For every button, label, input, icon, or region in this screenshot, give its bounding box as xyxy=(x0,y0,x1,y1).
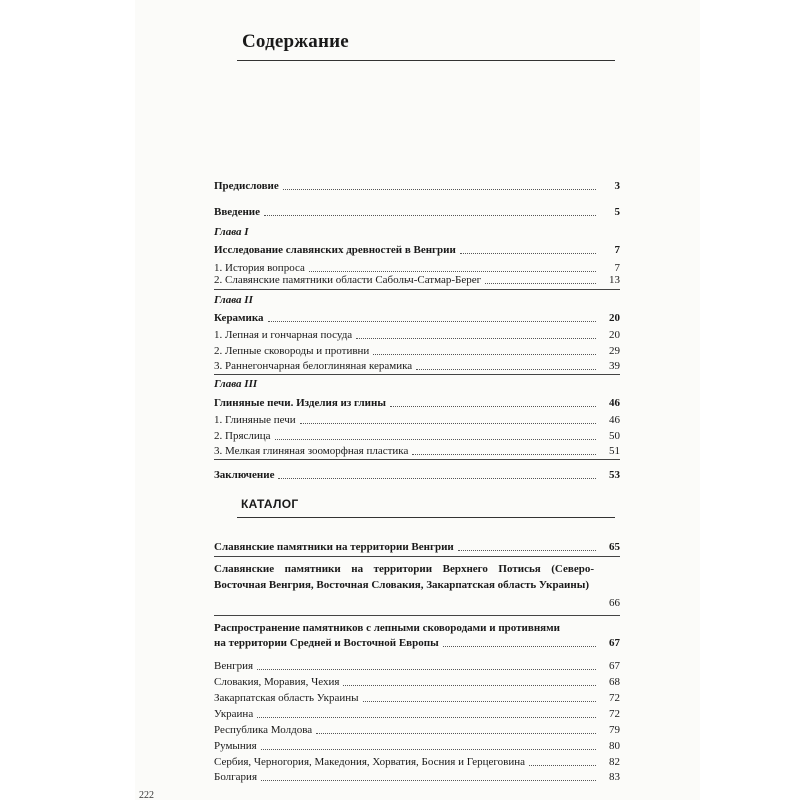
toc-entry[interactable]: Керамика 20 xyxy=(214,312,620,324)
region-entry[interactable]: Республика Молдова 79 xyxy=(214,724,620,736)
page-number: 222 xyxy=(139,790,154,801)
page-title: Содержание xyxy=(242,31,349,52)
toc-entry[interactable]: 2. Славянские памятники области Сабольч-Сатмар-Берег 13 xyxy=(214,274,620,286)
section-rule xyxy=(214,289,620,290)
title-rule xyxy=(237,60,615,61)
catalog-entry[interactable]: Славянские памятники на территории Венгрии 65 xyxy=(214,541,620,553)
catalog-entry-page: 66 xyxy=(609,597,620,609)
toc-entry[interactable]: 1. Глиняные печи 46 xyxy=(214,414,620,426)
region-entry[interactable]: Венгрия 67 xyxy=(214,660,620,672)
toc-entry[interactable]: 3. Мелкая глиняная зооморфная пластика 51 xyxy=(214,445,620,457)
toc-entry[interactable]: Исследование славянских древностей в Венгрии 7 xyxy=(214,244,620,256)
toc-entry[interactable]: 1. Лепная и гончарная посуда 20 xyxy=(214,329,620,341)
toc-entry[interactable]: Введение 5 xyxy=(214,206,620,218)
region-entry[interactable]: Украина 72 xyxy=(214,708,620,720)
region-entry[interactable]: Румыния 80 xyxy=(214,740,620,752)
chapter-label: Глава III xyxy=(214,378,258,390)
toc-entry[interactable]: Заключение 53 xyxy=(214,469,620,481)
catalog-entry-multiline[interactable]: Славянские памятники на территории Верхнего Потисья (Северо-Восточная Венгрия, Восточная Словакия, Закарпатская область Украины) xyxy=(214,563,594,591)
chapter-label: Глава I xyxy=(214,226,249,238)
section-rule xyxy=(214,374,620,375)
region-entry[interactable]: Словакия, Моравия, Чехия 68 xyxy=(214,676,620,688)
catalog-entry-line[interactable]: Распространение памятников с лепными сковородами и противнями xyxy=(214,622,560,634)
region-entry[interactable]: Закарпатская область Украины 72 xyxy=(214,692,620,704)
toc-entry[interactable]: 2. Лепные сковороды и противни 29 xyxy=(214,345,620,357)
section-rule xyxy=(214,459,620,460)
toc-entry[interactable]: 3. Раннегончарная белоглиняная керамика 39 xyxy=(214,360,620,372)
toc-entry[interactable]: Предисловие 3 xyxy=(214,180,620,192)
section-rule xyxy=(214,556,620,557)
catalog-rule xyxy=(237,517,615,518)
region-entry[interactable]: Болгария 83 xyxy=(214,771,620,783)
toc-entry[interactable]: 2. Пряслица 50 xyxy=(214,430,620,442)
catalog-title: КАТАЛОГ xyxy=(241,497,299,511)
catalog-entry[interactable]: на территории Средней и Восточной Европы 67 xyxy=(214,637,620,649)
chapter-label: Глава II xyxy=(214,294,253,306)
left-margin xyxy=(0,0,135,800)
section-rule xyxy=(214,615,620,616)
toc-entry[interactable]: 1. История вопроса 7 xyxy=(214,262,620,274)
region-entry[interactable]: Сербия, Черногория, Македония, Хорватия, Босния и Герцеговина 82 xyxy=(214,756,620,768)
toc-entry[interactable]: Глиняные печи. Изделия из глины 46 xyxy=(214,397,620,409)
